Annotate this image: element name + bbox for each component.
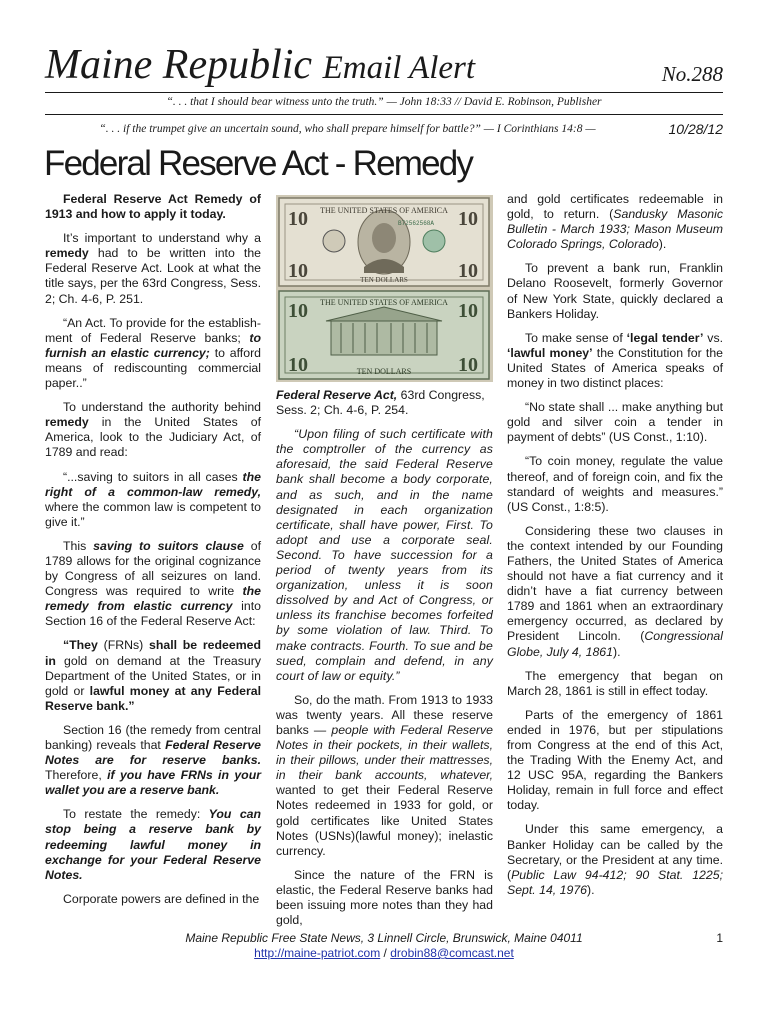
- paragraph: Under this same emergency, a Banker Holiday can be called by the Secretary, or the President at any time. (Public Law 94-412; 90 Stat. 1225; Sept. 14, 1976).: [507, 822, 723, 897]
- ten-dollar-note-image: [276, 195, 493, 382]
- paragraph: “No state shall ... make anything but gold and silver coin a tender in payment of debts” (US Const., 1:10).: [507, 400, 723, 445]
- link-separator: /: [380, 946, 391, 960]
- paragraph: “...saving to suitors in all cases the right of a common-law remedy, where the common law is competent to give it.”: [45, 469, 261, 529]
- note-back-denomination-left-low: 10: [288, 354, 308, 376]
- issue-number: No.288: [661, 62, 723, 86]
- masthead-rule-top: [45, 92, 723, 93]
- quote-paragraph: “Upon filing of such certificate with the comptroller of the currency as aforesaid, the said Federal Reserve bank shall become a body corporate, and as such, and in the name designated in each organization certificate, shall have power, First. To adopt and use a corporate seal. Second. To have succession for a period of twenty years from its organization, unless it is soon dissolved by and Act of Congress, or unless its franchise becomes forfeited by some violation of law. Third. To make contracts. Fourth. To sue and be sued, complain and defend, in any court of law or equity.”: [276, 427, 493, 683]
- note-back-footer: TEN DOLLARS: [356, 367, 412, 376]
- newsletter-title: [45, 40, 725, 90]
- footer-address: Maine Republic Free State News, 3 Linnell Circle, Brunswick, Maine 04011: [185, 931, 583, 945]
- email-link[interactable]: drobin88@comcast.net: [390, 946, 514, 960]
- currency-illustration: [276, 195, 493, 382]
- note-front-denomination-right: 10: [458, 208, 478, 230]
- note-front-header: THE UNITED STATES OF AMERICA: [320, 206, 448, 215]
- note-front-denomination-left-low: 10: [288, 260, 308, 282]
- paragraph: To understand the authority behind remedy in the United States of America, look to the Judiciary Act, of 1789 and read:: [45, 400, 261, 460]
- note-back-denomination-right-low: 10: [458, 354, 478, 376]
- motto-line-2: “. . . if the trumpet give an uncertain sound, who shall prepare himself for battle?” — I Corinthians 14:8 —: [99, 123, 596, 135]
- article-headline: Federal Reserve Act - Remedy: [44, 144, 473, 183]
- paragraph: “An Act. To provide for the establishment of Federal Reserve banks; to furnish an elastic currency; to afford means of rediscounting commercial paper..”: [45, 315, 262, 391]
- note-back-denomination-right: 10: [458, 300, 478, 322]
- footer-links: [45, 946, 723, 961]
- paragraph: To restate the remedy: You can stop being a reserve bank by redeeming lawful money in exchange for your Federal Reserve Notes.: [45, 807, 262, 882]
- title-sub: Email Alert: [322, 50, 476, 86]
- motto-line-1: “. . . that I should bear witness unto the truth.” — John 18:33 // David E. Robinson, Publisher: [166, 96, 602, 108]
- paragraph: and gold certificates redeemable in gold, to return. (Sandusky Masonic Bulletin - March 1933; Mason Museum Colorado Springs, Colorado).: [507, 192, 723, 252]
- column-3: [507, 192, 723, 907]
- page-number: 1: [716, 931, 723, 945]
- paragraph: “To coin money, regulate the value thereof, and of foreign coin, and fix the standard of weights and measures.” (US Const., 1:8:5).: [507, 454, 723, 514]
- column-1: [45, 192, 261, 916]
- paragraph: To prevent a bank run, Franklin Delano Roosevelt, formerly Governor of New York State, quickly declared a Bankers Holiday.: [507, 261, 723, 321]
- note-front-denomination-left: 10: [288, 208, 308, 230]
- issue-date: 10/28/12: [668, 121, 723, 137]
- paragraph: Since the nature of the FRN is elastic, the Federal Reserve banks had been issuing more notes than they had gold,: [276, 867, 493, 928]
- paragraph: So, do the math. From 1913 to 1933 was twenty years. All these reserve banks — people with Federal Reserve Notes in their pockets, in their wallets, in their pillows, under their mattresses, in their bank accounts, whatever, wanted to get their Federal Reserve Notes redeemed in 1933 for gold, or gold certificates like United States Notes (USNs)(lawful money); inelastic currency.: [276, 692, 493, 858]
- column-2: [276, 388, 493, 937]
- note-front-footer: TEN DOLLARS: [360, 276, 408, 284]
- title-main: Maine Republic: [45, 42, 323, 88]
- paragraph: Parts of the emergency of 1861 ended in 1976, but per stipulations from Congress at the end of this Act, the Trading With the Enemy Act, and 12 USC 95A, regarding the Bankers Holiday, remain in full force and effect today.: [507, 707, 723, 813]
- photo-caption: Federal Reserve Act, 63rd Congress, Sess. 2; Ch. 4-6, P. 254.: [276, 388, 485, 418]
- website-link[interactable]: http://maine-patriot.com: [254, 946, 381, 960]
- paragraph: Section 16 (the remedy from central banking) reveals that Federal Reserve Notes are for reserve banks. Therefore, if you have FRNs in your wallet you are a reserve bank.: [45, 722, 261, 798]
- paragraph: This saving to suitors clause of 1789 allows for the original cognizance by Congress of all seizures on land. Congress was required to write the remedy from elastic currency into Section 16 of the Federal Reserve Act:: [45, 538, 261, 629]
- paragraph: Considering these two clauses in the context intended by our Founding Fathers, the United States of America should not have a fiat currency and it didn’t have a fiat currency between 1789 and 1861 when an extraordinary emergency occurred, as declared by President Lincoln. (Congressional Globe, July 4, 1861).: [507, 523, 723, 659]
- note-back-denomination-left: 10: [288, 300, 308, 322]
- note-front: [279, 198, 489, 286]
- note-front-denomination-right-low: 10: [458, 260, 478, 282]
- paragraph: To make sense of ‘legal tender’ vs. ‘lawful money’ the Constitution for the United States of America speaks of money in two distinct places:: [507, 330, 724, 391]
- paragraph: Federal Reserve Act Remedy of 1913 and how to apply it today.: [45, 192, 261, 222]
- note-back-header: THE UNITED STATES OF AMERICA: [320, 298, 448, 307]
- masthead-rule-middle: [45, 114, 723, 115]
- paragraph: Corporate powers are defined in the: [63, 891, 260, 906]
- paragraph: The emergency that began on March 28, 1861 is still in effect today.: [507, 668, 723, 698]
- paragraph: “They (FRNs) shall be redeemed in gold on demand at the Treasury Department of the United States, or in gold or lawful money at any Federal Reserve bank.”: [45, 638, 261, 713]
- paragraph: It’s important to understand why a remedy had to be written into the Federal Reserve Act. Look at what the title says, per the 63rd Congress, Sess. 2; Ch. 4-6, P. 251.: [45, 231, 261, 306]
- note-front-serial: B72562568A: [397, 220, 435, 227]
- note-back: [279, 291, 489, 379]
